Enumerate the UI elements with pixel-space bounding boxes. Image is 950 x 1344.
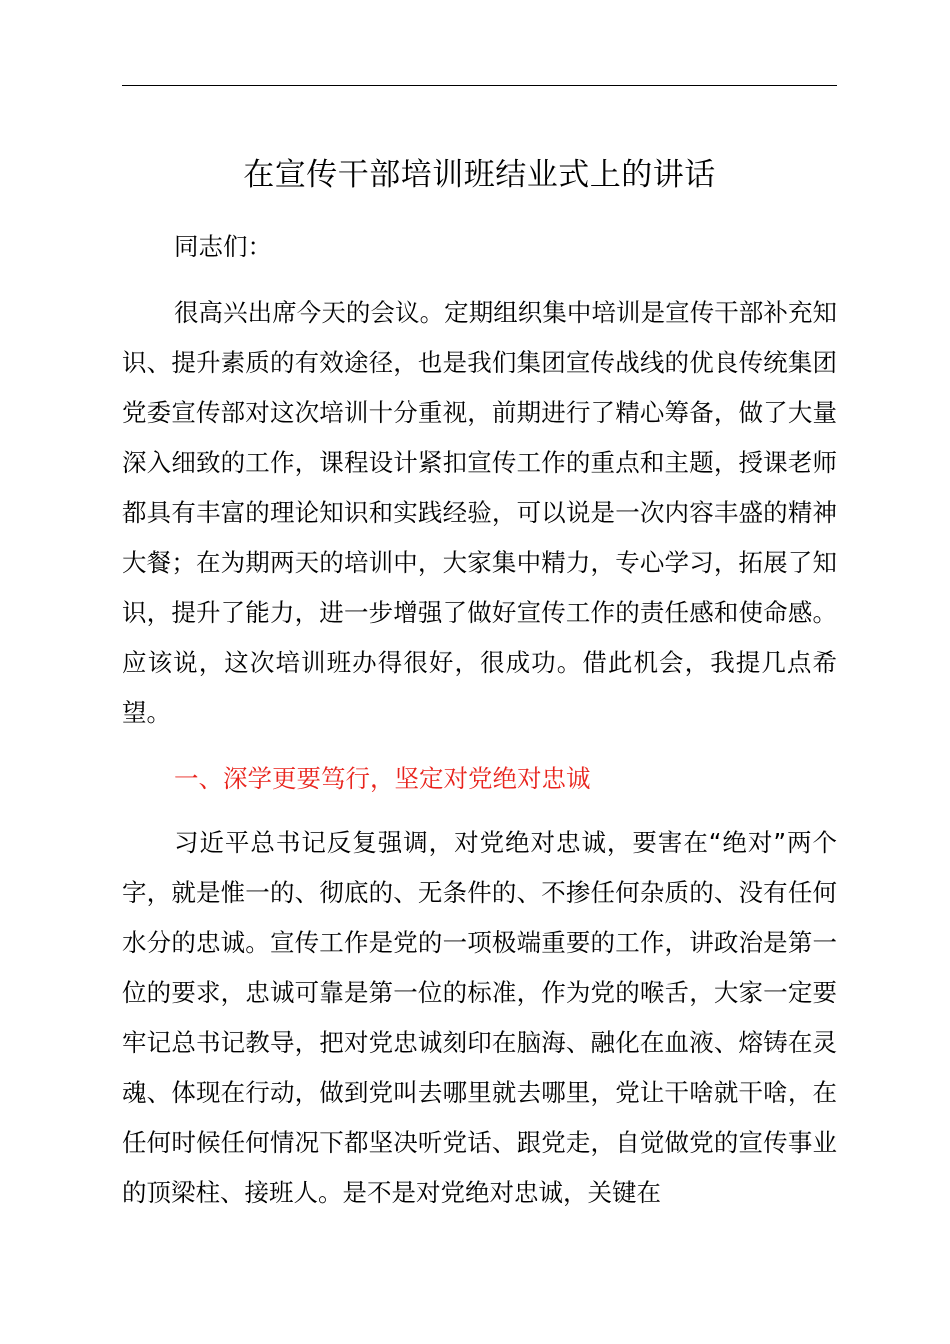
body-paragraph: 习近平总书记反复强调，对党绝对忠诚，要害在“绝对”两个字，就是惟一的、彻底的、无条件的、不掺任何杂质的、没有任何水分的忠诚。宣传工作是党的一项极端重要的工作，讲政治是第一位的要求，忠诚可靠是第一位的标准，作为党的喉舌，大家一定要牢记总书记教导，把对党忠诚刻印在脑海、融化在血液、熔铸在灵魂、体现在行动，做到党叫去哪里就去哪里，党让干啥就干啥，在任何时候任何情况下都坚决听党话、跟党走，自觉做党的宣传事业的顶梁柱、接班人。是不是对党绝对忠诚，关键在 [122, 828, 837, 1207]
header-rule [122, 85, 837, 86]
section-heading: 一、深学更要笃行，坚定对党绝对忠诚 [174, 764, 591, 793]
document-title: 在宣传干部培训班结业式上的讲话 [243, 157, 716, 193]
greeting-line: 同志们： [174, 232, 272, 261]
body-paragraph: 很高兴出席今天的会议。定期组织集中培训是宣传干部补充知识、提升素质的有效途径，也是我们集团宣传战线的优良传统集团党委宣传部对这次培训十分重视，前期进行了精心筹备，做了大量深入细致的工作，课程设计紧扣宣传工作的重点和主题，授课老师都具有丰富的理论知识和实践经验，可以说是一次内容丰盛的精神大餐；在为期两天的培训中，大家集中精力，专心学习，拓展了知识，提升了能力，进一步增强了做好宣传工作的责任感和使命感。应该说，这次培训班办得很好，很成功。借此机会，我提几点希望。 [122, 298, 837, 727]
